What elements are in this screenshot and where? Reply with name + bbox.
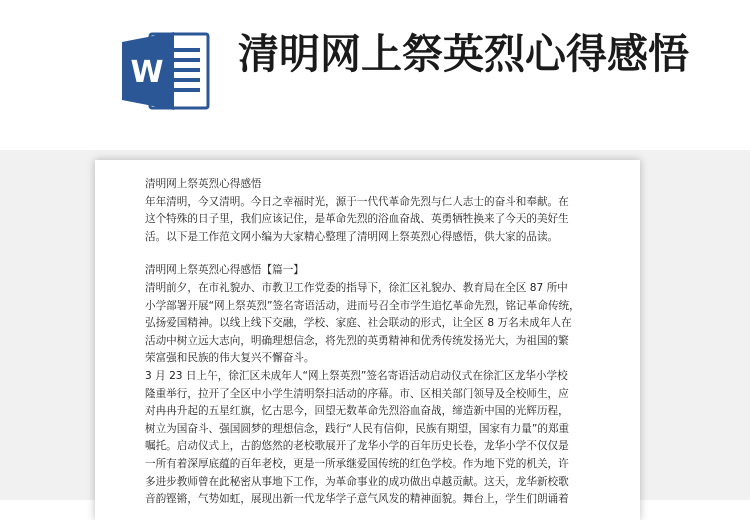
- document-title: 清明网上祭英烈心得感悟: [238, 30, 689, 78]
- word-icon: [120, 30, 212, 112]
- doc-paragraph-line: 音韵铿锵，气势如虹，展现出新一代龙华学子意气风发的精神面貌。舞台上，学生们朗诵着: [145, 493, 569, 506]
- doc-paragraph-line: 树立为国奋斗、强国圆梦的理想信念，践行“人民有信仰，民族有期望，国家有力量”的郑重: [145, 422, 570, 435]
- doc-paragraph-line: 小学部署开展“网上祭英烈”签名寄语活动，进而号召全市学生追忆革命先烈，铭记革命传统，: [145, 299, 580, 312]
- doc-heading: 清明网上祭英烈心得感悟: [145, 178, 262, 190]
- doc-paragraph-line: 弘扬爱国精神。以线上线下交融，学校、家庭、社会联动的形式，让全区 8 万名未成年人在: [145, 317, 572, 330]
- doc-paragraph-line: 年年清明，今又清明。今日之幸福时光，源于一代代革命先烈与仁人志士的奋斗和奉献。在: [145, 195, 569, 208]
- header: [0, 0, 750, 150]
- doc-paragraph-line: 这个特殊的日子里，我们应该记住，是革命先烈的浴血奋战、英勇牺牲换来了今天的美好生: [145, 213, 569, 226]
- doc-paragraph-line: 活。以下是工作范文网小编为大家精心整理了清明网上祭英烈心得感悟，供大家的品读。: [145, 230, 559, 243]
- doc-paragraph-line: 多进步教师曾在此秘密从事地下工作，为革命事业的成功做出卓越贡献。这天，龙华新校歌: [145, 475, 569, 488]
- doc-paragraph-line: 嘱托。启动仪式上，古韵悠然的老校歌展开了龙华小学的百年历史长卷，龙华小学不仅仅是: [145, 440, 569, 453]
- doc-paragraph-line: 隆重举行，拉开了全区中小学生清明祭扫活动的序幕。市、区相关部门领导及全校师生，应: [145, 387, 569, 400]
- doc-paragraph-line: 清明前夕，在市礼貌办、市教卫工作党委的指导下，徐汇区礼貌办、教育局在全区 87 所中: [145, 281, 568, 294]
- doc-paragraph-line: 一所有着深厚底蕴的百年老校，更是一所承继爱国传统的红色学校。作为地下党的机关，许: [145, 457, 569, 470]
- svg-text:W: W: [130, 55, 164, 90]
- doc-paragraph-line: 3 月 23 日上午，徐汇区未成年人“网上祭英烈”签名寄语活动启动仪式在徐汇区龙华小学校: [145, 369, 568, 382]
- doc-paragraph-line: 对冉冉升起的五星红旗，忆古思今，回望无数革命先烈浴血奋战，缔造新中国的光辉历程，: [145, 405, 569, 418]
- document-page: [95, 160, 640, 520]
- doc-section-heading: 清明网上祭英烈心得感悟【篇一】: [145, 264, 304, 277]
- document-body: [145, 176, 603, 509]
- doc-paragraph-line: 荣富强和民族的伟大复兴不懈奋斗。: [145, 352, 315, 365]
- paragraph-gap: [145, 246, 603, 262]
- doc-paragraph-line: 活动中树立远大志向，明确理想信念，将先烈的英勇精神和优秀传统发扬光大，为祖国的繁: [145, 334, 569, 347]
